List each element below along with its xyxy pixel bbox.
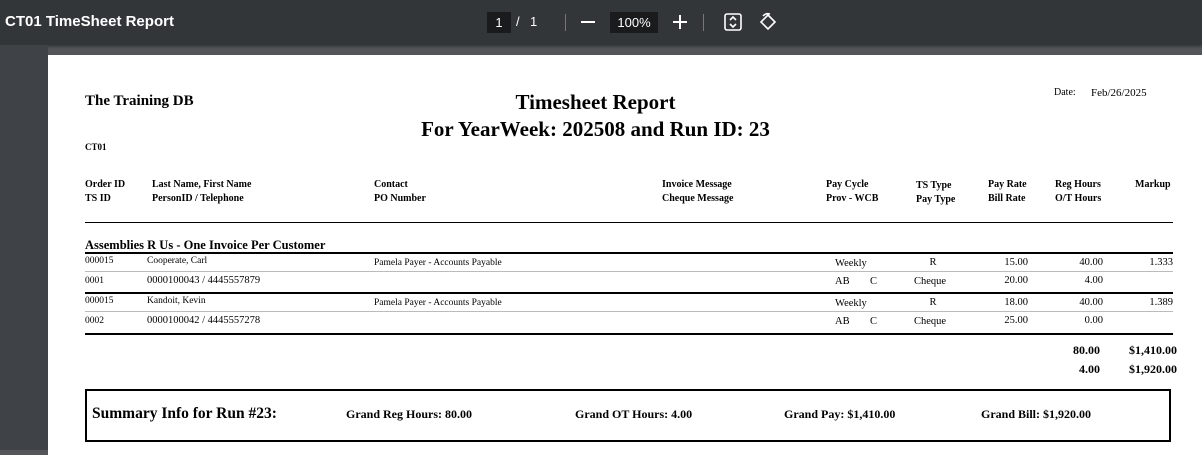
pdf-toolbar: [0, 0, 1202, 45]
customer-group-name: Assemblies R Us - One Invoice Per Customer: [85, 238, 326, 252]
total-bill: $1,920.00: [1129, 362, 1177, 376]
toolbar-divider: [565, 14, 566, 31]
summary-title: Summary Info for Run #23:: [92, 405, 277, 422]
toolbar-divider: [703, 14, 704, 31]
viewer-sidebar-strip: [0, 45, 48, 450]
grand-bill: Grand Bill: $1,920.00: [981, 407, 1092, 421]
province: AB: [835, 316, 850, 327]
header-reg-hours: Reg Hours: [1055, 179, 1101, 190]
header-pay-type: Pay Type: [916, 194, 956, 205]
order-id: 000015: [85, 296, 114, 306]
header-ts-id: TS ID: [85, 193, 111, 204]
header-ot-hours: O/T Hours: [1055, 193, 1102, 204]
total-pay: $1,410.00: [1129, 343, 1177, 357]
group-rule: [85, 252, 1173, 254]
report-page: [48, 55, 1202, 455]
person-phone: 0000100042 / 4445557278: [147, 315, 261, 326]
employee-name: Cooperate, Carl: [147, 256, 208, 266]
ts-id: 0001: [85, 276, 104, 286]
report-date: Feb/26/2025: [1091, 87, 1147, 99]
contact: Pamela Payer - Accounts Payable: [374, 298, 502, 308]
markup: 1.389: [1149, 297, 1173, 308]
order-id: 000015: [85, 256, 114, 266]
grand-pay: Grand Pay: $1,410.00: [784, 407, 896, 421]
ts-id: 0002: [85, 316, 104, 326]
total-ot-hours: 4.00: [1079, 362, 1100, 376]
zoom-in-button[interactable]: [668, 10, 692, 34]
employee-name: Kandoit, Kevin: [147, 296, 206, 306]
header-ts-type: TS Type: [916, 180, 952, 191]
header-name-person: [152, 178, 251, 206]
fit-page-icon: [723, 12, 743, 32]
row-rule: [85, 271, 1173, 272]
header-cheque-message: Cheque Message: [662, 193, 734, 204]
header-rates: [988, 178, 1027, 206]
header-prov-wcb: Prov - WCB: [826, 193, 879, 204]
rotate-button[interactable]: [756, 10, 780, 34]
grand-reg-hours: Grand Reg Hours: 80.00: [346, 407, 472, 421]
fit-to-page-button[interactable]: [721, 10, 745, 34]
zoom-out-button[interactable]: [576, 10, 600, 34]
pay-cycle: Weekly: [835, 258, 867, 269]
record-rule: [85, 292, 1173, 294]
bill-rate: 25.00: [1004, 315, 1028, 326]
header-po-number: PO Number: [374, 193, 426, 204]
wcb: C: [870, 316, 878, 327]
page-separator: /: [516, 14, 520, 29]
pay-type: Cheque: [914, 276, 947, 287]
rotate-icon: [758, 12, 778, 32]
total-reg-hours: 80.00: [1073, 343, 1100, 357]
header-pay-rate: Pay Rate: [988, 179, 1027, 190]
contact: Pamela Payer - Accounts Payable: [374, 258, 502, 268]
grand-ot-hours: Grand OT Hours: 4.00: [575, 407, 693, 421]
pay-rate: 18.00: [1004, 297, 1028, 308]
document-title: CT01 TimeSheet Report: [5, 13, 174, 30]
summary-box: [85, 389, 1171, 442]
zoom-level-input[interactable]: 100%: [610, 12, 658, 33]
header-pay-cycle: Pay Cycle: [826, 179, 869, 190]
header-tstype-paytype: [916, 179, 955, 207]
ts-type: R: [929, 297, 937, 308]
ts-type: R: [929, 257, 937, 268]
report-subtitle: For YearWeek: 202508 and Run ID: 23: [421, 117, 770, 141]
header-markup: Markup: [1135, 179, 1171, 190]
page-total: 1: [530, 14, 538, 29]
header-invoice-message: Invoice Message: [662, 179, 732, 190]
minus-icon: [580, 14, 596, 30]
markup: 1.333: [1149, 257, 1173, 268]
plus-icon: [672, 14, 688, 30]
pay-rate: 15.00: [1004, 257, 1028, 268]
header-name: Last Name, First Name: [152, 179, 252, 190]
header-order-ts: [85, 178, 125, 206]
reg-hours: 40.00: [1079, 257, 1103, 268]
company-name: The Training DB: [85, 93, 194, 109]
ot-hours: 0.00: [1084, 315, 1103, 326]
header-contact-po: [374, 178, 426, 206]
wcb: C: [870, 276, 878, 287]
row-rule: [85, 311, 1173, 312]
header-bill-rate: Bill Rate: [988, 193, 1026, 204]
date-label: Date:: [1054, 87, 1076, 98]
report-title: Timesheet Report: [515, 90, 676, 114]
header-hours: [1055, 178, 1101, 206]
header-rule: [85, 222, 1173, 223]
header-messages: [662, 178, 733, 206]
group-end-rule: [85, 333, 1173, 335]
pay-type: Cheque: [914, 316, 947, 327]
reg-hours: 40.00: [1079, 297, 1103, 308]
report-code: CT01: [85, 142, 107, 152]
province: AB: [835, 276, 850, 287]
header-paycycle-prov: [826, 178, 878, 206]
person-phone: 0000100043 / 4445557879: [147, 275, 261, 286]
header-person-phone: PersonID / Telephone: [152, 193, 244, 204]
bill-rate: 20.00: [1004, 275, 1028, 286]
page-number-input[interactable]: 1: [487, 12, 511, 33]
header-order-id: Order ID: [85, 179, 126, 190]
header-contact: Contact: [374, 179, 408, 190]
ot-hours: 4.00: [1084, 275, 1103, 286]
pay-cycle: Weekly: [835, 298, 867, 309]
